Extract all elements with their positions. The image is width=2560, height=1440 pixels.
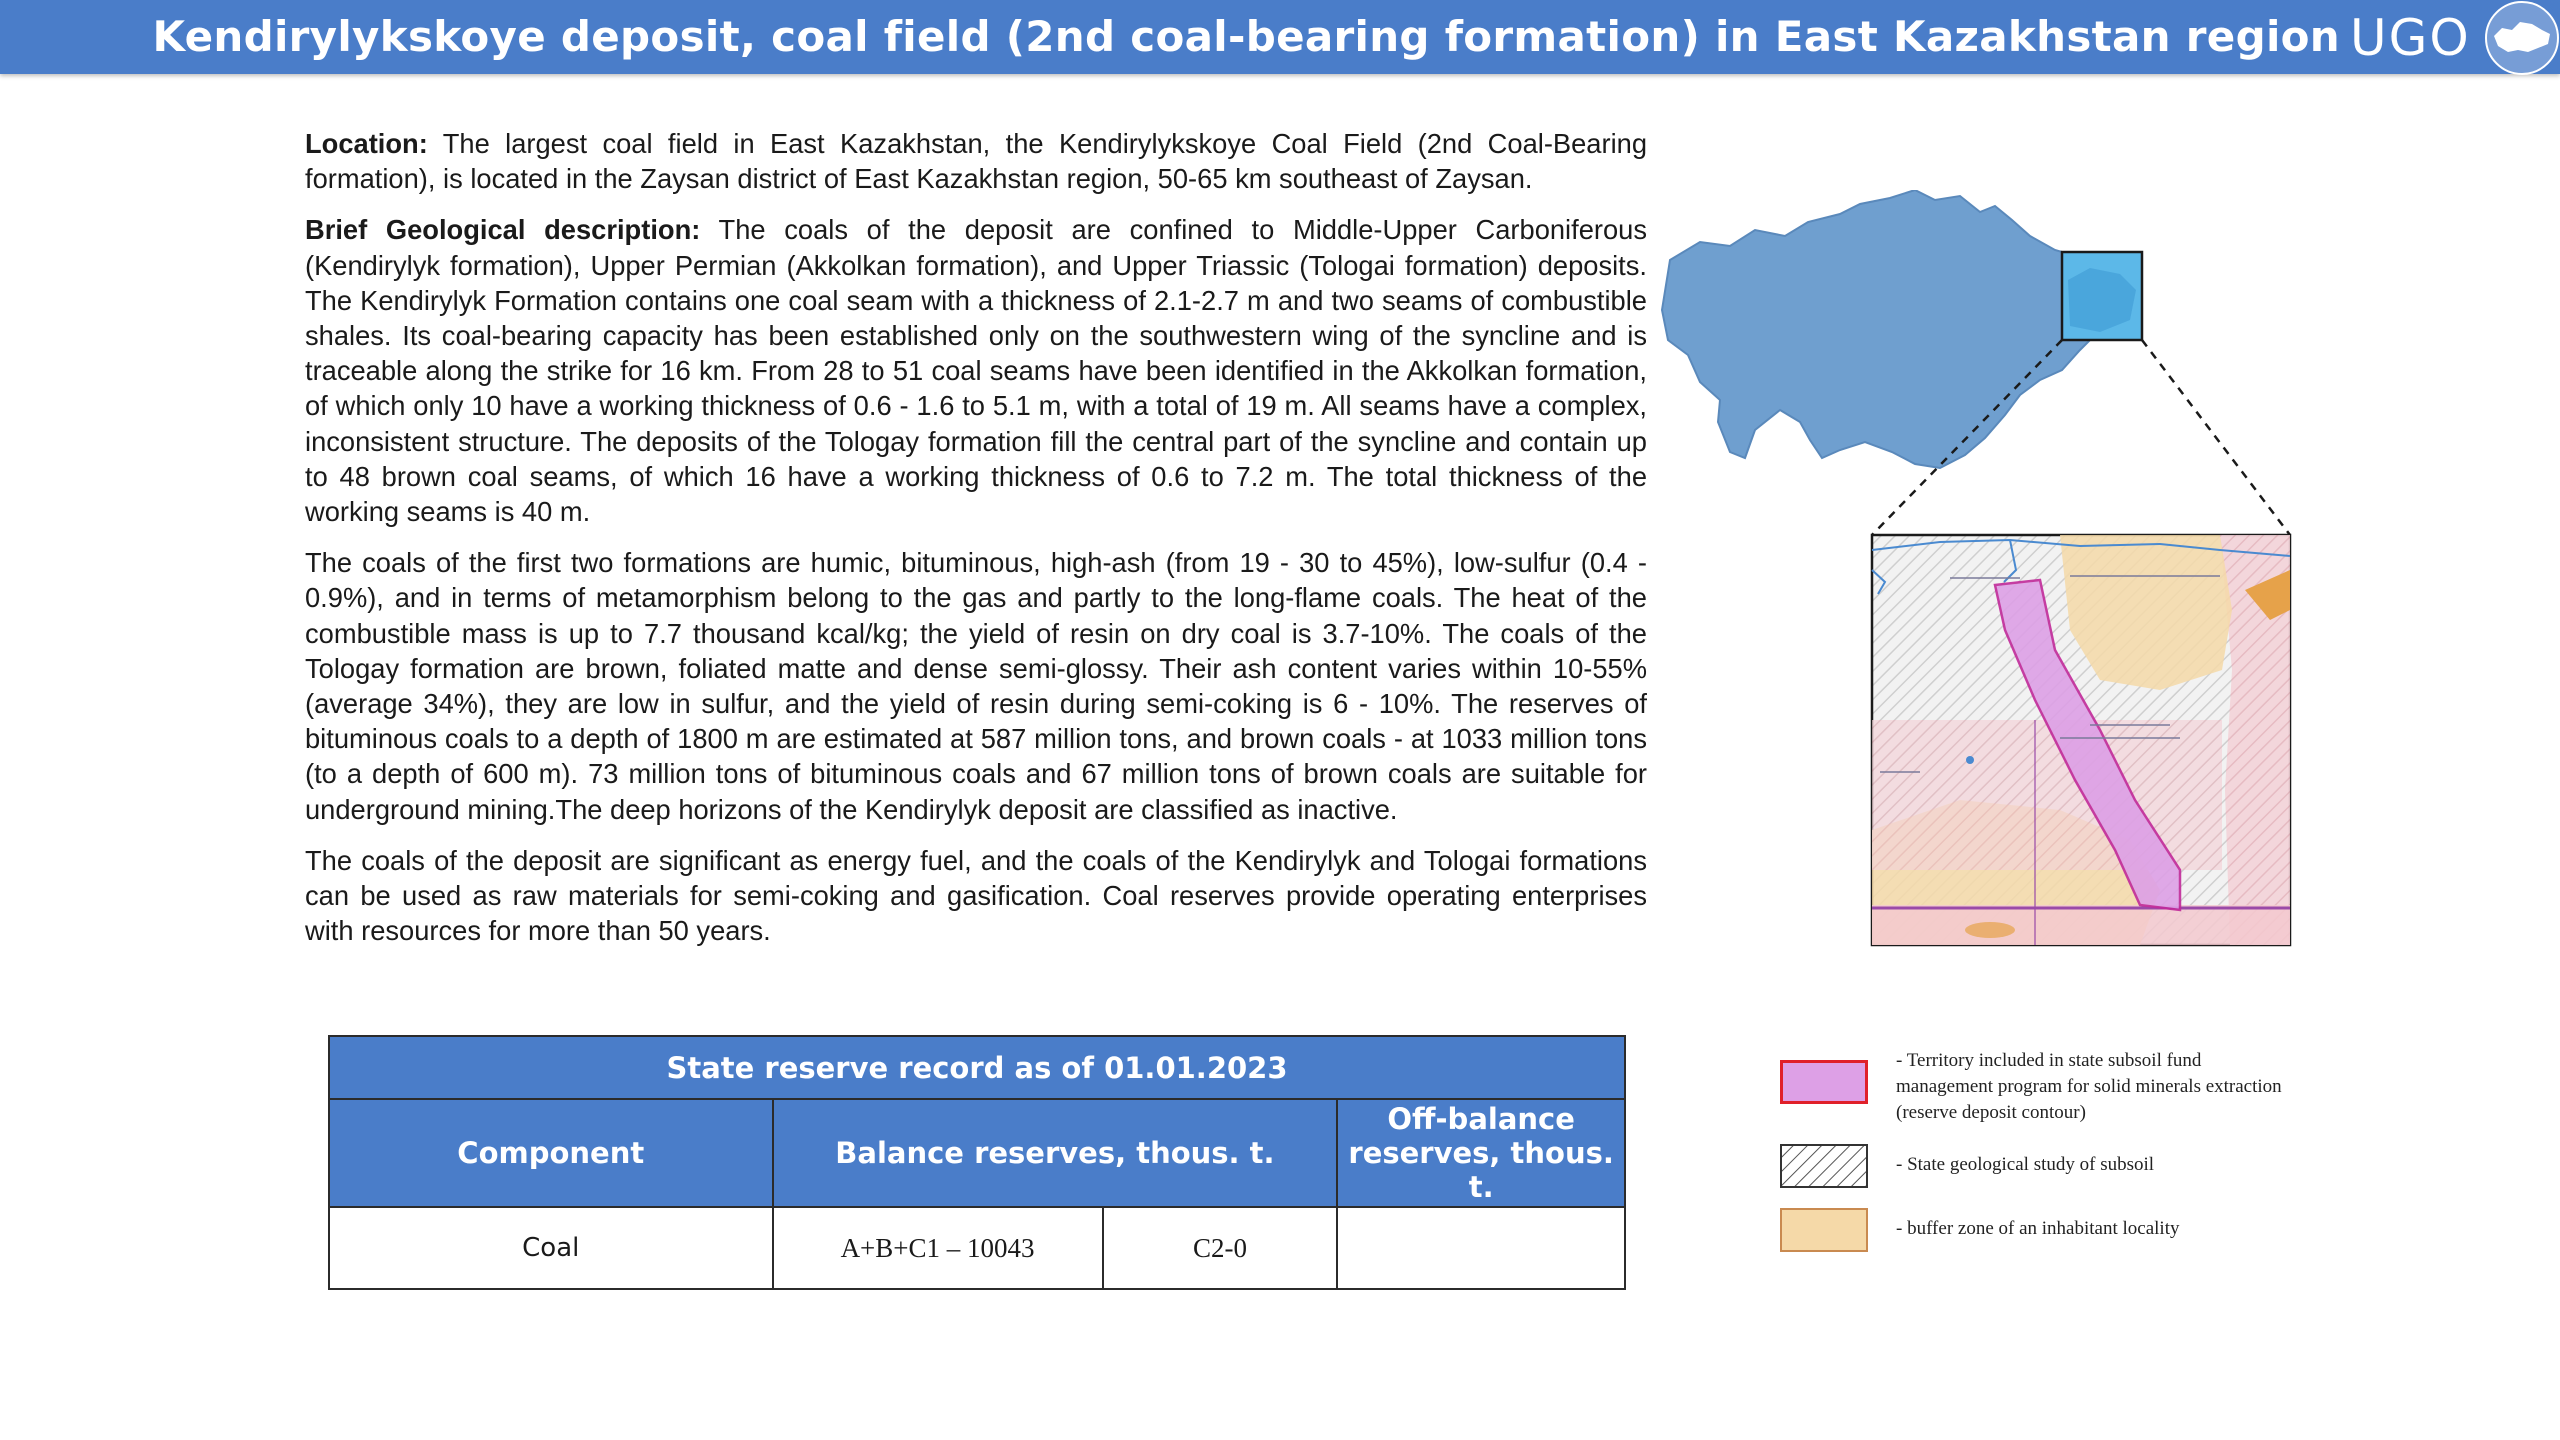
legend-item-buffer-zone <box>1780 1202 2280 1262</box>
legend-item-geological-study <box>1780 1138 2280 1198</box>
legend-swatch-buffer <box>1780 1208 1868 1252</box>
coal-properties-paragraph: The coals of the first two formations are humic, bituminous, high-ash (from 19 - 30 to 45%), low-sulfur (0.4 - 0.9%), and in terms of metamorphism belong to the gas and partly to the long-flame coals. The heat of the combustible mass is up to 7.7 thousand kcal/kg; the yield of resin on dry coal is 3.7-10%. The coals of the Tologay formation are brown, foliated matte and dense semi-glossy. Their ash content varies within 10-55% (average 34%), they are low in sulfur, and the yield of resin during semi-coking is 6 - 10%. The reserves of bituminous coals to a depth of 1800 m are estimated at 587 million tons, and brown coals - at 1033 million tons (to a depth of 600 m). 73 million tons of bituminous coals and 67 million tons of brown coals are suitable for underground mining.The deep horizons of the Kendirylyk deposit are classified as inactive. <box>305 547 1647 825</box>
header-balance-reserves: Balance reserves, thous. t. <box>773 1099 1338 1207</box>
kazakhstan-map-shape <box>1662 190 2125 468</box>
location-body: The largest coal field in East Kazakhstan, the Kendirylykskoye Coal Field (2nd Coal-Bearing formation), is located in the Zaysan district of East Kazakhstan region, 50-65 km southeast of Zaysan. <box>305 128 1647 195</box>
legend-swatch-hatched <box>1780 1144 1868 1188</box>
table-caption: State reserve record as of 01.01.2023 <box>329 1036 1625 1099</box>
map-legend <box>1780 1048 2280 1266</box>
geology-paragraph <box>305 212 1647 529</box>
cell-component: Coal <box>329 1207 773 1289</box>
state-reserve-table <box>328 1035 1626 1290</box>
cell-offbalance <box>1337 1207 1625 1289</box>
location-paragraph <box>305 126 1647 196</box>
table-row <box>329 1207 1625 1289</box>
description-text <box>305 126 1647 964</box>
geology-label: Brief Geological description: <box>305 214 701 246</box>
geology-body: The coals of the deposit are confined to Middle-Upper Carboniferous (Kendirylyk formation), Upper Permian (Akkolkan formation), and Upper Triassic (Tologai formation) deposits. The Kendirylyk Formation contains one coal seam with a thickness of 2.1-2.7 m and two seams of combustible shales. Its coal-bearing capacity has been established only on the southwestern wing of the syncline and is traceable along the strike for 16 km. From 28 to 51 coal seams have been identified in the Akkolkan formation, of which only 10 have a working thickness of 0.6 - 1.6 to 5.1 m, with a total of 19 m. All seams have a complex, inconsistent structure. The deposits of the Tologay formation fill the central part of the syncline and contain up to 48 brown coal seams, of which 16 have a working thickness of 0.6 to 7.2 m. The total thickness of the working seams is 40 m. <box>305 214 1647 528</box>
cell-balance-c2: C2-0 <box>1103 1207 1338 1289</box>
legend-label-reserve: - Territory included in state subsoil fund management program for solid minerals extraction (reserve deposit contour) <box>1896 1050 2282 1123</box>
location-label: Location: <box>305 128 428 159</box>
legend-label-buffer: - buffer zone of an inhabitant locality <box>1896 1218 2180 1239</box>
location-map <box>1660 190 2300 960</box>
header-offbalance-reserves: Off-balance reserves, thous. t. <box>1337 1099 1625 1207</box>
cell-balance-abc1: A+B+C1 – 10043 <box>773 1207 1103 1289</box>
header-component: Component <box>329 1099 773 1207</box>
legend-item-reserve-contour <box>1780 1048 2280 1134</box>
deposit-detail-map <box>1872 535 2290 945</box>
page-title: Kendirylykskoye deposit, coal field (2nd coal-bearing formation) in East Kazakhstan region <box>152 12 2340 61</box>
legend-label-geological: - State geological study of subsoil <box>1896 1154 2155 1175</box>
ugo-logo: UGO <box>2350 9 2471 67</box>
significance-paragraph: The coals of the deposit are significant as energy fuel, and the coals of the Kendirylyk and Tologai formations can be used as raw materials for semi-coking and gasification. Coal reserves provide operating enterprises with resources for more than 50 years. <box>305 844 1647 947</box>
header-bar <box>0 0 2560 74</box>
legend-swatch-reserve <box>1780 1060 1868 1104</box>
kazakhstan-map-emblem-icon <box>2484 0 2560 76</box>
